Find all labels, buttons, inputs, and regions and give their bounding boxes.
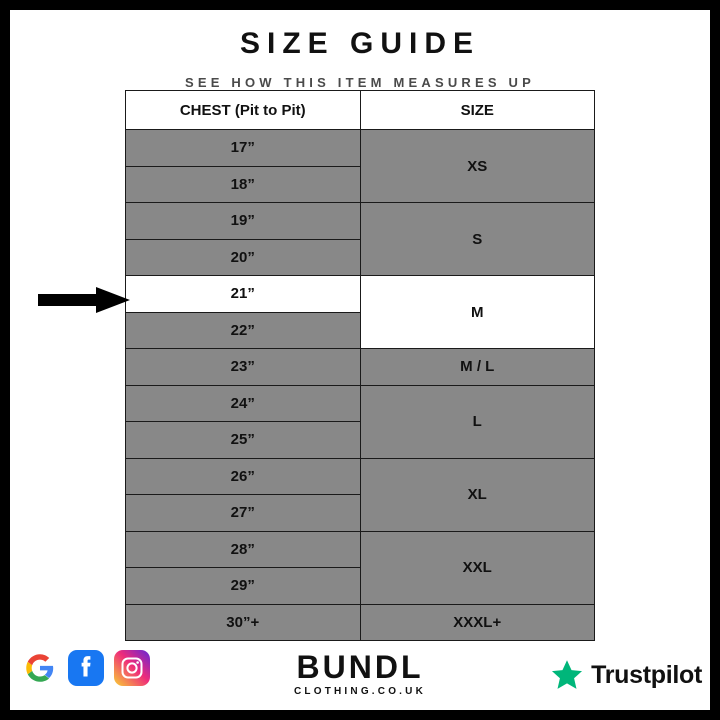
size-guide-card — [10, 10, 710, 710]
size-table — [125, 90, 595, 641]
size-value: M / L — [360, 349, 595, 386]
table-row-selected[interactable] — [126, 276, 595, 313]
size-value: L — [360, 385, 595, 458]
table-row[interactable] — [126, 604, 595, 641]
size-value-selected: M — [360, 276, 595, 349]
trustpilot-star-icon — [550, 658, 584, 692]
size-value: XL — [360, 458, 595, 531]
size-value: XXXL+ — [360, 604, 595, 641]
chest-value: 22” — [126, 312, 361, 349]
chest-value: 25” — [126, 422, 361, 459]
chest-value: 29” — [126, 568, 361, 605]
size-value: XXL — [360, 531, 595, 604]
size-value: XS — [360, 130, 595, 203]
chest-value: 23” — [126, 349, 361, 386]
brand-name: BUNDL — [296, 649, 424, 685]
chest-value-selected: 21” — [126, 276, 361, 313]
table-header-row — [126, 91, 595, 130]
page-subtitle: SEE HOW THIS ITEM MEASURES UP — [184, 75, 536, 90]
trustpilot-badge[interactable] — [550, 658, 702, 692]
table-row[interactable] — [126, 349, 595, 386]
chest-value: 30”+ — [126, 604, 361, 641]
chest-value: 28” — [126, 531, 361, 568]
chest-value: 27” — [126, 495, 361, 532]
chest-value: 24” — [126, 385, 361, 422]
table-row[interactable] — [126, 203, 595, 240]
table-row[interactable] — [126, 531, 595, 568]
trustpilot-label: Trustpilot — [591, 660, 702, 689]
chest-value: 19” — [126, 203, 361, 240]
column-header-size: SIZE — [360, 91, 595, 130]
footer — [10, 642, 710, 710]
table-row[interactable] — [126, 458, 595, 495]
chest-value: 20” — [126, 239, 361, 276]
chest-value: 17” — [126, 130, 361, 167]
right-arrow-icon — [38, 287, 130, 313]
size-value: S — [360, 203, 595, 276]
table-row[interactable] — [126, 130, 595, 167]
chest-value: 18” — [126, 166, 361, 203]
chest-value: 26” — [126, 458, 361, 495]
column-header-chest: CHEST (Pit to Pit) — [126, 91, 361, 130]
brand-website: CLOTHING.CO.UK — [293, 686, 427, 697]
page-title: SIZE GUIDE — [239, 27, 481, 60]
table-row[interactable] — [126, 385, 595, 422]
size-table-container — [125, 90, 595, 641]
